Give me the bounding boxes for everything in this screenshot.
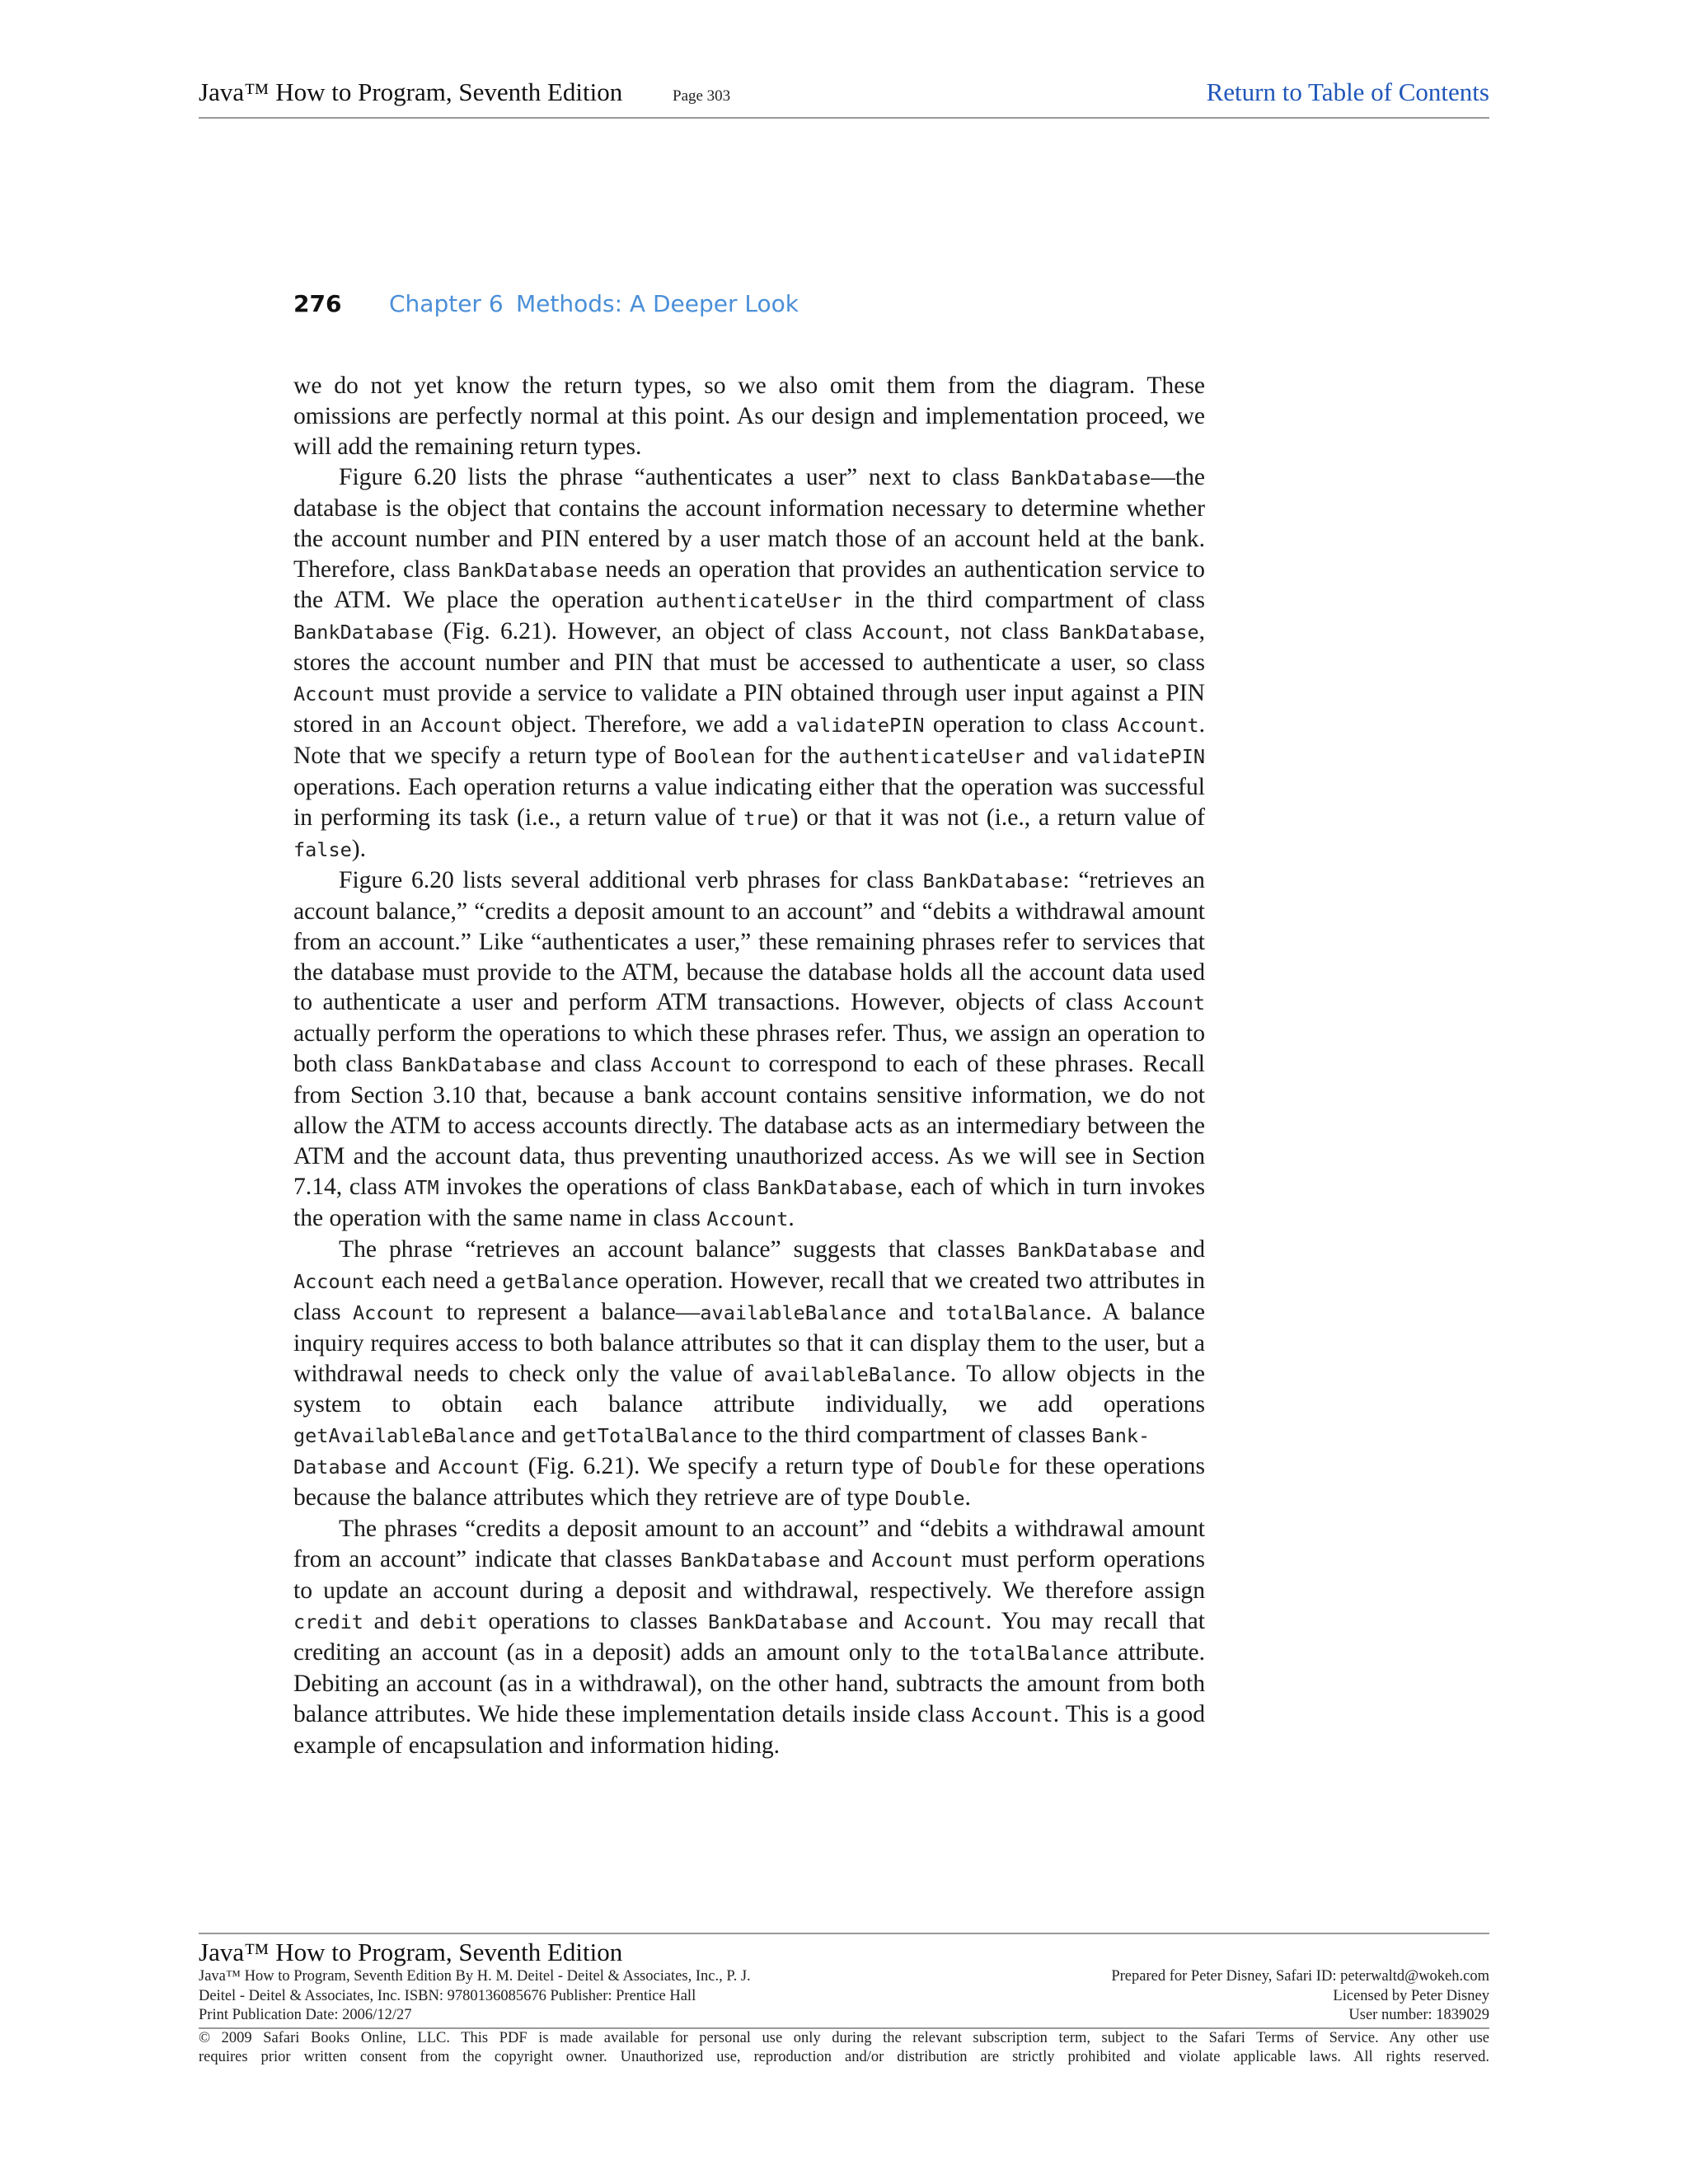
code-term: ATM	[404, 1175, 439, 1199]
code-term: availableBalance	[700, 1301, 887, 1324]
text-run: (Fig. 6.21). However, an object of class	[433, 618, 863, 645]
code-term: Account	[903, 1610, 986, 1633]
code-term: Double	[930, 1455, 1001, 1479]
code-term: Account	[352, 1301, 435, 1324]
text-run: and class	[542, 1051, 651, 1078]
code-term: Double	[894, 1487, 965, 1511]
code-term: totalBalance	[945, 1301, 1086, 1324]
code-term: Account	[293, 1269, 376, 1293]
code-term: BankDatabase	[1010, 466, 1151, 490]
text-run: . A balance inquiry requires access to both balance attributes so that it can display them to the user, but a withdrawal needs to check only the value of	[293, 1298, 1205, 1387]
code-term: getTotalBalance	[562, 1424, 738, 1448]
text-run: .	[964, 1484, 971, 1511]
text-run: , not class	[944, 618, 1059, 645]
code-term: credit	[293, 1610, 363, 1633]
code-term: Account	[1117, 714, 1199, 738]
text-run: Figure 6.20 lists the phrase “authenticates a user” next to class	[339, 463, 1011, 490]
text-run: . This is a good example of encapsulation and information hiding.	[293, 1700, 1205, 1759]
text-run: and	[1025, 743, 1077, 770]
code-term: BankDatabase	[757, 1175, 898, 1199]
paragraph	[293, 865, 1205, 1235]
text-run: .	[788, 1204, 795, 1231]
code-term: true	[743, 806, 790, 830]
text-run: needs an operation that provides an authentication service to the ATM. We place the operation	[293, 555, 1205, 614]
text-run: and	[387, 1453, 438, 1480]
text-run: actually perform the operations to which these phrases refer. Thus, we assign an operation to both class	[293, 1020, 1205, 1078]
text-run: each need a	[375, 1267, 503, 1294]
code-term: authenticateUser	[838, 745, 1025, 769]
code-term: Bank-	[1091, 1424, 1151, 1448]
text-run: operations to classes	[477, 1607, 708, 1634]
code-term: debit	[420, 1610, 478, 1633]
footer-license-info	[1111, 1967, 1489, 2026]
text-run: and	[847, 1607, 904, 1634]
chapter-title: Methods: A Deeper Look	[516, 290, 799, 317]
code-term: validatePIN	[1076, 745, 1206, 769]
text-run: to the third compartment of classes	[737, 1422, 1092, 1449]
copyright-notice-line: © 2009 Safari Books Online, LLC. This PDF is made available for personal use only during the relevant subscription term, subject to the Safari Terms of Service. Any other use	[199, 2029, 1489, 2046]
footer-details	[199, 1967, 1489, 2026]
code-term: Account	[650, 1053, 733, 1077]
footer-publication-info	[199, 1967, 924, 2026]
footer-text-line: Java™ How to Program, Seventh Edition By H. M. Deitel - Deitel & Associates, Inc., P. J.	[199, 1968, 751, 1985]
code-term: BankDatabase	[1058, 621, 1199, 644]
footer-text-line: Deitel - Deitel & Associates, Inc. ISBN: 9780136085676 Publisher: Prentice Hall	[199, 1987, 696, 2004]
text-run: operation. However, recall that we created two attributes in class	[293, 1267, 1206, 1325]
code-term: totalBalance	[968, 1641, 1109, 1665]
code-term: BankDatabase	[680, 1549, 821, 1572]
code-term: BankDatabase	[457, 558, 598, 582]
paragraph	[293, 462, 1205, 865]
text-run: . You may recall that crediting an account (as in a deposit) adds an amount only to the	[293, 1607, 1205, 1666]
text-run: we do not yet know the return types, so we also omit them from the diagram. These omissions are perfectly normal at this point. As our design and implementation proceed, we will add the remaining return types.	[293, 373, 1205, 460]
code-term: Boolean	[673, 745, 756, 769]
text-run: The phrases “credits a deposit amount to an account” and “debits a withdrawal amount from an account” indicate that classes	[293, 1516, 1205, 1573]
code-term: BankDatabase	[293, 621, 434, 644]
page-number: 276	[293, 290, 342, 317]
text-run: (Fig. 6.21). We specify a return type of	[519, 1453, 931, 1480]
paragraph	[293, 371, 1205, 462]
text-run: : “retrieves an account balance,” “credits a deposit amount to an account” and “debits a withdrawal amount from an account.” Like “authenticates a user,” these remaining phrases refer to services that the database must provide to the ATM, because the database holds all the account data used to authenticate a user and perform ATM transactions. However, objects of class	[293, 866, 1205, 1016]
text-run: invokes the operations of class	[438, 1173, 757, 1200]
text-run: in the third compartment of class	[842, 587, 1205, 614]
text-run: ) or that it was not (i.e., a return value of	[790, 804, 1206, 831]
text-run: and	[514, 1422, 563, 1449]
code-term: Account	[293, 682, 376, 706]
text-run: and	[820, 1546, 872, 1573]
footer-text-line: Print Publication Date: 2006/12/27	[199, 2007, 412, 2023]
code-term: Account	[438, 1455, 520, 1479]
footer-text-line: User number: 1839029	[1348, 2007, 1489, 2023]
text-run: for these operations because the balance attributes which they retrieve are of type	[293, 1453, 1205, 1511]
code-term: getBalance	[502, 1269, 619, 1293]
code-term: Account	[971, 1703, 1053, 1727]
text-run: and	[886, 1298, 946, 1325]
text-run: , each of which in turn invokes the operation with the same name in class	[293, 1173, 1206, 1231]
text-run: operations. Each operation returns a value indicating either that the operation was successful in performing its task (i.e., a return value of	[293, 773, 1205, 831]
footer-text-line: Prepared for Peter Disney, Safari ID: peterwaltd@wokeh.com	[1111, 1968, 1489, 1985]
text-run: attribute. Debiting an account (as in a withdrawal), on the other hand, subtracts the amount from both balance attributes. We hide these implementation details inside class	[293, 1638, 1206, 1727]
text-run: . Note that we specify a return type of	[293, 711, 1205, 770]
text-run: operation to class	[924, 711, 1118, 738]
footer-divider	[199, 1933, 1489, 1934]
code-term: Account	[1123, 991, 1205, 1015]
code-term: getAvailableBalance	[293, 1424, 515, 1448]
header-page-label: Page 303	[673, 87, 731, 105]
header-book-title: Java™ How to Program, Seventh Edition	[199, 77, 623, 106]
text-run: ).	[351, 835, 367, 862]
chapter-label: Chapter 6	[389, 290, 504, 317]
text-run: The phrase “retrieves an account balance” suggests that classes	[339, 1235, 1018, 1263]
code-term: BankDatabase	[922, 869, 1063, 893]
text-run: , stores the account number and PIN that must be accessed to authenticate a user, so class	[293, 618, 1205, 677]
code-term: BankDatabase	[707, 1610, 848, 1633]
text-run: Figure 6.20 lists several additional verb phrases for class	[339, 866, 923, 893]
text-run: for the	[755, 743, 839, 770]
return-to-toc-link[interactable]: Return to Table of Contents	[1206, 77, 1489, 106]
text-run: must perform operations to update an account during a deposit and withdrawal, respectively. We therefore assign	[293, 1546, 1205, 1604]
code-term: Account	[706, 1207, 789, 1230]
code-term: Database	[293, 1455, 387, 1479]
copyright-notice-line: requires prior written consent from the copyright owner. Unauthorized use, reproduction and/or distribution are strictly prohibited and violate applicable laws. All rights reserved.	[199, 2049, 1489, 2065]
text-run: must provide a service to validate a PIN obtained through user input against a PIN stored in an	[293, 680, 1205, 738]
code-term: Account	[871, 1549, 954, 1572]
code-term: validatePIN	[795, 714, 925, 738]
text-run: and	[1157, 1235, 1205, 1263]
code-term: false	[293, 837, 352, 861]
footer-text-line: Licensed by Peter Disney	[1333, 1987, 1489, 2004]
page-header	[199, 76, 1489, 119]
code-term: authenticateUser	[655, 589, 842, 613]
text-run: to represent a balance—	[434, 1298, 701, 1325]
code-term: Account	[862, 621, 945, 644]
code-term: Account	[420, 714, 503, 738]
paragraph	[293, 1235, 1205, 1514]
text-run: object. Therefore, we add a	[502, 711, 796, 738]
body-text	[293, 371, 1205, 1760]
text-run: —the database is the object that contains the account information necessary to determine whether the account number and PIN entered by a user match those of an account held at the bank. Therefore, class	[293, 463, 1205, 583]
code-term: BankDatabase	[1017, 1238, 1158, 1262]
paragraph	[293, 1514, 1205, 1760]
text-run: and	[363, 1607, 420, 1634]
text-run: to correspond to each of these phrases. Recall from Section 3.10 that, because a bank account contains sensitive information, we do not allow the ATM to access accounts directly. The database acts as an intermediary between the ATM and the account data, thus preventing unauthorized access. As we will see in Section 7.14, class	[293, 1051, 1206, 1200]
code-term: BankDatabase	[401, 1053, 542, 1077]
text-run: . To allow objects in the system to obtain each balance attribute individually, we add operations	[293, 1360, 1205, 1418]
code-term: availableBalance	[763, 1362, 950, 1386]
footer-book-title: Java™ How to Program, Seventh Edition	[199, 1938, 623, 1966]
page-footer	[199, 1933, 1489, 2068]
